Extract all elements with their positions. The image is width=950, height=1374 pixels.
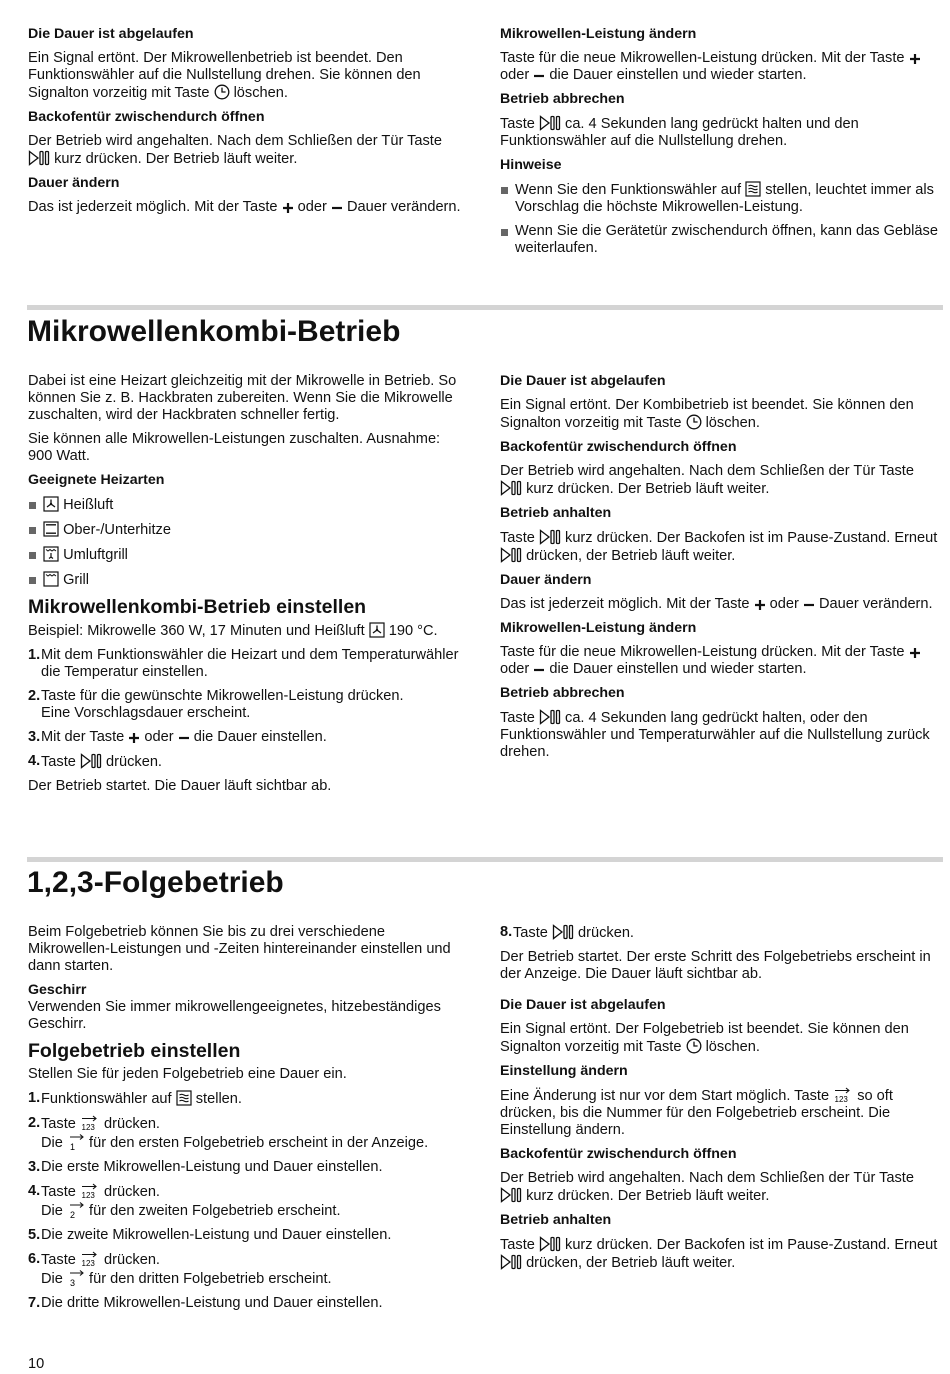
subsection-title: Folgebetrieb einstellen [28, 1040, 241, 1062]
bullet-item: Umluftgrill [28, 546, 468, 564]
paragraph: Der Betrieb wird angehalten. Nach dem Schließen der Tür Taste kurz drücken. Der Betrieb läuft weiter. [500, 1170, 914, 1204]
start-pause-icon [539, 709, 561, 725]
bullet-item: Heißluft [28, 496, 468, 514]
heissluft-icon [369, 622, 385, 638]
step-item: 3. Mit der Taste oder die Dauer einstellen. [28, 729, 327, 745]
section-backofentuer [28, 109, 468, 168]
section-betrieb-abbrechen [500, 91, 940, 150]
microwave-icon [176, 1090, 192, 1106]
bullet-item: Wenn Sie den Funktionswähler auf stellen, leuchtet immer als Vorschlag die höchste Mikrowellen-Leistung. [500, 181, 940, 216]
clock-icon [214, 84, 230, 100]
paragraph: Taste für die neue Mikrowellen-Leistung drücken. Mit der Taste oder die Dauer einstellen und wieder starten. [500, 50, 940, 84]
svg-text:2: 2 [69, 1210, 75, 1219]
paragraph: Sie können alle Mikrowellen-Leistungen zuschalten. Ausnahme: 900 Watt. [28, 431, 441, 464]
svg-text:3: 3 [69, 1278, 75, 1287]
example-line: Beispiel: Mikrowelle 360 W, 17 Minuten und Heißluft 190 °C. [28, 623, 438, 639]
minus-icon [178, 732, 190, 744]
bullet-item: Wenn Sie die Gerätetür zwischendurch öffnen, kann das Gebläse weiterlaufen. [500, 223, 940, 257]
section-backofentuer [500, 1146, 940, 1205]
start-pause-icon [552, 924, 574, 940]
bullet-square-icon [501, 229, 508, 236]
start-pause-icon [500, 547, 522, 563]
start-pause-icon [539, 529, 561, 545]
bullet-square-icon [29, 552, 36, 559]
grill-icon [43, 571, 59, 587]
paragraph: Taste kurz drücken. Der Backofen ist im Pause-Zustand. Erneut drücken, der Betrieb läuft weiter. [500, 530, 938, 564]
section-dauer-abgelaufen [28, 26, 468, 102]
section-title-kombi: Mikrowellenkombi-Betrieb [27, 315, 401, 348]
section-dauer-aendern [28, 175, 468, 216]
paragraph: Beim Folgebetrieb können Sie bis zu drei verschiedene Mikrowellen-Leistungen und -Zeiten hintereinander einstellen und dann starten. [28, 924, 451, 974]
ober-unterhitze-icon [43, 521, 59, 537]
step-item: 1. Mit dem Funktionswähler die Heizart und dem Temperaturwähler die Temperatur einstellen. [28, 647, 459, 680]
heading: Betrieb abbrechen [500, 685, 625, 701]
paragraph: Verwenden Sie immer mikrowellengeeignetes, hitzebeständiges Geschirr. [28, 999, 441, 1032]
bullet-item: Grill [28, 571, 468, 589]
section-dauer-abgelaufen [500, 997, 940, 1056]
start-pause-icon [539, 1236, 561, 1252]
step-item: 2. Taste drücken. Die 1 für den ersten Folgebetrieb erscheint in der Anzeige. [28, 1115, 429, 1151]
step-item: 4. Taste drücken. Die 2 für den zweiten Folgebetrieb erscheint. [28, 1183, 341, 1219]
subsection-title: Mikrowellenkombi-Betrieb einstellen [28, 596, 367, 618]
paragraph: Stellen Sie für jeden Folgebetrieb eine Dauer ein. [28, 1066, 347, 1082]
step-item: 2. Taste für die gewünschte Mikrowellen-Leistung drücken. Eine Vorschlagsdauer erscheint. [28, 688, 404, 721]
section-hinweise [500, 157, 940, 257]
folge-right-column [500, 924, 940, 1279]
start-pause-icon [28, 150, 50, 166]
section-backofentuer [500, 439, 940, 498]
bullet-square-icon [29, 527, 36, 534]
paragraph: Taste ca. 4 Sekunden lang gedrückt halten und den Funktionswähler auf die Nullstellung drehen. [500, 116, 859, 149]
heading: Die Dauer ist abgelaufen [500, 997, 666, 1013]
umluftgrill-icon [43, 546, 59, 562]
minus-icon [803, 599, 815, 611]
start-pause-icon [539, 115, 561, 131]
section-title-folge: 1,2,3-Folgebetrieb [27, 866, 284, 899]
paragraph: Der Betrieb startet. Der erste Schritt des Folgebetriebs erscheint in der Anzeige. Die Dauer läuft sichtbar ab. [500, 949, 931, 982]
minus-icon [533, 664, 545, 676]
section-leistung-aendern [500, 26, 940, 84]
start-pause-icon [80, 753, 102, 769]
heading: Mikrowellen-Leistung ändern [500, 620, 697, 636]
page-number: 10 [28, 1356, 45, 1372]
kombi-left-column [28, 373, 468, 802]
step-item: 5. Die zweite Mikrowellen-Leistung und Dauer einstellen. [28, 1227, 392, 1243]
paragraph: Das ist jederzeit möglich. Mit der Taste oder Dauer verändern. [500, 596, 933, 612]
heading: Backofentür zwischendurch öffnen [500, 1146, 737, 1162]
paragraph: Der Betrieb wird angehalten. Nach dem Schließen der Tür Taste kurz drücken. Der Betrieb läuft weiter. [28, 133, 442, 167]
paragraph: Der Betrieb wird angehalten. Nach dem Schließen der Tür Taste kurz drücken. Der Betrieb läuft weiter. [500, 463, 914, 497]
heading: Einstellung ändern [500, 1063, 628, 1079]
heading: Geeignete Heizarten [28, 472, 165, 488]
step-item: 1. Funktionswähler auf stellen. [28, 1090, 242, 1107]
clock-icon [686, 1038, 702, 1054]
paragraph: Taste ca. 4 Sekunden lang gedrückt halten, oder den Funktionswähler und Temperaturwähler auf die Nullstellung zurück drehen. [500, 710, 930, 760]
paragraph: Das ist jederzeit möglich. Mit der Taste oder Dauer verändern. [28, 199, 461, 215]
heading: Geschirr [28, 982, 87, 998]
section-betrieb-anhalten [500, 505, 940, 565]
heissluft-icon [43, 496, 59, 512]
top-left-column [28, 26, 468, 223]
bullet-item: Ober-/Unterhitze [28, 521, 468, 539]
heading: Mikrowellen-Leistung ändern [500, 26, 697, 42]
kombi-right-column [500, 373, 940, 768]
plus-icon [754, 599, 766, 611]
plus-icon [909, 647, 921, 659]
sequence-123-icon [833, 1087, 853, 1103]
bullet-square-icon [29, 502, 36, 509]
minus-icon [331, 202, 343, 214]
sequence-123-icon [80, 1251, 100, 1267]
sequence-123-icon [80, 1183, 100, 1199]
section-divider [27, 305, 943, 310]
start-pause-icon [500, 1254, 522, 1270]
section-betrieb-abbrechen [500, 685, 940, 761]
folge-left-column [28, 924, 468, 1319]
section-betrieb-anhalten [500, 1212, 940, 1272]
start-pause-icon [500, 1187, 522, 1203]
heading: Die Dauer ist abgelaufen [28, 26, 194, 42]
heading: Betrieb anhalten [500, 505, 612, 521]
plus-icon [909, 53, 921, 65]
section-dauer-aendern [500, 572, 940, 613]
bullet-square-icon [501, 187, 508, 194]
heading: Dauer ändern [28, 175, 120, 191]
section-einstellung-aendern [500, 1063, 940, 1139]
heading: Hinweise [500, 157, 562, 173]
paragraph: Dabei ist eine Heizart gleichzeitig mit der Mikrowelle in Betrieb. So können Sie z. B. Hackbraten zubereiten. Wenn Sie die Mikrowelle zuschalten, wird der Hackbraten schneller fertig. [28, 373, 457, 423]
bullet-square-icon [29, 577, 36, 584]
clock-icon [686, 414, 702, 430]
paragraph: Ein Signal ertönt. Der Folgebetrieb ist beendet. Sie können den Signalton vorzeitig mit Taste löschen. [500, 1021, 909, 1055]
microwave-icon [745, 181, 761, 197]
plus-icon [282, 202, 294, 214]
heading: Backofentür zwischendurch öffnen [500, 439, 737, 455]
heading: Dauer ändern [500, 572, 592, 588]
paragraph: Taste für die neue Mikrowellen-Leistung drücken. Mit der Taste oder die Dauer einstellen und wieder starten. [500, 644, 940, 678]
paragraph: Taste kurz drücken. Der Backofen ist im Pause-Zustand. Erneut drücken, der Betrieb läuft weiter. [500, 1237, 938, 1271]
step-item: 6. Taste drücken. Die 3 für den dritten Folgebetrieb erscheint. [28, 1251, 332, 1287]
heading: Die Dauer ist abgelaufen [500, 373, 666, 389]
paragraph: Ein Signal ertönt. Der Kombibetrieb ist beendet. Sie können den Signalton vorzeitig mit Taste löschen. [500, 397, 914, 431]
section-dauer-abgelaufen [500, 373, 940, 432]
paragraph: Ein Signal ertönt. Der Mikrowellenbetrieb ist beendet. Den Funktionswähler auf die Nullstellung drehen. Sie können den Signalton vorzeitig mit Taste löschen. [28, 50, 421, 101]
sequence-step-icon [67, 1133, 85, 1151]
svg-text:1: 1 [69, 1142, 75, 1151]
plus-icon [128, 732, 140, 744]
sequence-step-icon [67, 1269, 85, 1287]
heading: Betrieb abbrechen [500, 91, 625, 107]
section-divider [27, 857, 943, 862]
sequence-123-icon [80, 1115, 100, 1131]
paragraph: Der Betrieb startet. Die Dauer läuft sichtbar ab. [28, 778, 332, 794]
step-item: 3. Die erste Mikrowellen-Leistung und Dauer einstellen. [28, 1159, 383, 1175]
top-right-column [500, 26, 940, 264]
minus-icon [533, 70, 545, 82]
step-item: 8. Taste drücken. [500, 924, 634, 941]
start-pause-icon [500, 480, 522, 496]
paragraph: Eine Änderung ist nur vor dem Start möglich. Taste so oft drücken, bis die Nummer für den Folgebetrieb erscheint. Die Einstellung ändern. [500, 1088, 893, 1138]
heading: Backofentür zwischendurch öffnen [28, 109, 265, 125]
heading: Betrieb anhalten [500, 1212, 612, 1228]
step-item: 4. Taste drücken. [28, 753, 162, 770]
sequence-step-icon [67, 1201, 85, 1219]
section-leistung-aendern [500, 620, 940, 678]
step-item: 7. Die dritte Mikrowellen-Leistung und Dauer einstellen. [28, 1295, 383, 1311]
